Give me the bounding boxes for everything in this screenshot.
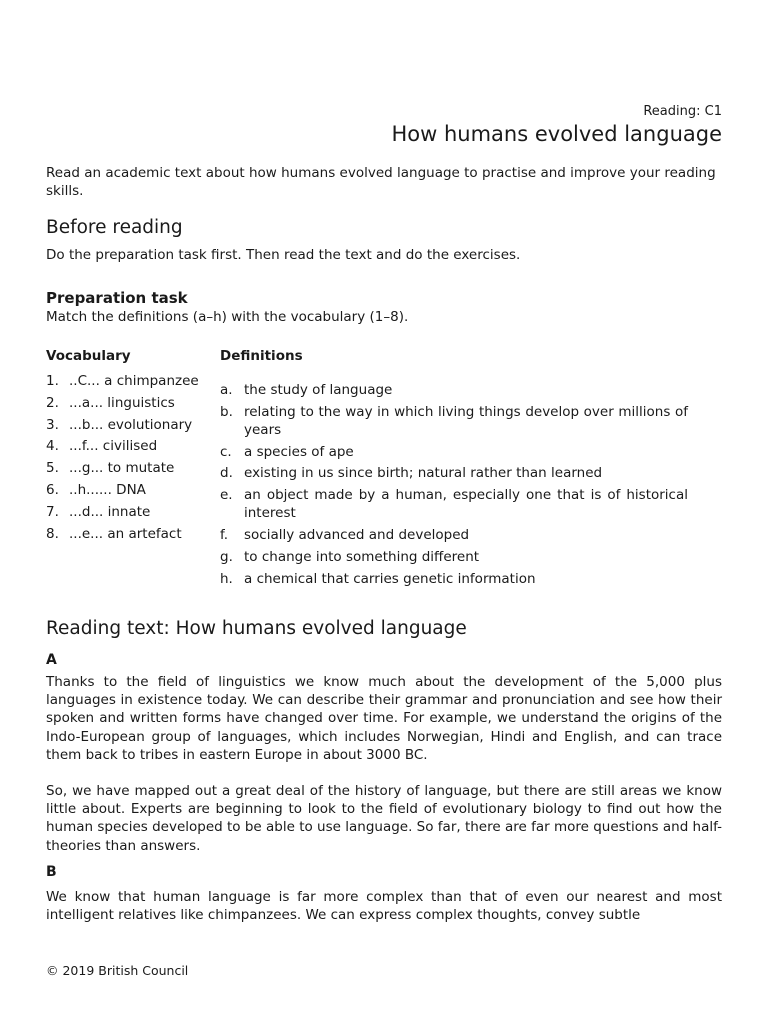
list-item	[220, 443, 688, 461]
list-item	[220, 526, 688, 544]
list-item	[220, 381, 688, 399]
item-letter: h.	[220, 570, 233, 587]
item-letter: b.	[220, 403, 233, 420]
intro-text: Read an academic text about how humans evolved language to practise and improve your reading skills.	[46, 165, 716, 199]
definition-text: existing in us since birth; natural rather than learned	[244, 465, 603, 482]
item-letter: e.	[220, 487, 233, 504]
vocab-item: ...g... to mutate	[69, 460, 175, 477]
list-item	[46, 437, 206, 455]
item-number: 7.	[46, 503, 59, 520]
definition-text: to change into something different	[244, 548, 480, 565]
item-number: 5.	[46, 460, 59, 477]
item-number: 8.	[46, 525, 59, 542]
vocab-item: ...f... civilised	[69, 438, 158, 455]
list-item	[46, 416, 206, 434]
section-a-paragraph-2: So, we have mapped out a great deal of the history of language, but there are still areas we know little about. Experts are beginning to look to the field of evolutionary biology to find out how the human species developed to be able to use language. So far, there are far more questions and half-theories than answers.	[46, 783, 723, 854]
list-item	[220, 403, 688, 439]
item-number: 4.	[46, 438, 59, 455]
list-item	[46, 481, 206, 499]
section-b-paragraph-1: We know that human language is far more complex than that of even our nearest and most intelligent relatives like chimpanzees. We can express complex thoughts, convey subtle	[46, 889, 722, 924]
list-item	[46, 394, 206, 412]
vocab-item: ...d... innate	[69, 503, 151, 520]
item-number: 1.	[46, 373, 59, 389]
list-item	[220, 548, 688, 566]
definition-text: the study of language	[244, 382, 393, 398]
vocabulary-heading: Vocabulary	[46, 348, 131, 364]
item-letter: g.	[220, 548, 233, 565]
item-number: 2.	[46, 394, 59, 411]
vocab-item: ...a... linguistics	[69, 394, 175, 411]
before-reading-heading: Before reading	[46, 217, 183, 238]
definition-text: an object made by a human, especially one that is of historical interest	[244, 487, 688, 522]
item-letter: c.	[220, 443, 232, 460]
definition-text: a chemical that carries genetic information	[244, 570, 536, 587]
item-letter: f.	[220, 526, 229, 543]
definition-text: a species of ape	[244, 443, 354, 460]
section-b-letter: B	[46, 864, 57, 880]
preparation-instruction: Match the definitions (a–h) with the vocabulary (1–8).	[46, 309, 409, 325]
item-number: 3.	[46, 416, 59, 433]
section-a-paragraph-1: Thanks to the field of linguistics we know much about the development of the 5,000 plus languages in existence today. We can describe their grammar and pronunciation and see how their spoken and written forms have changed over time. For example, we understand the origins of the Indo-European group of languages, which includes Norwegian, Hindi and English, and can trace them back to tribes in eastern Europe in about 3000 BC.	[46, 674, 722, 763]
preparation-task-heading: Preparation task	[46, 289, 188, 307]
definitions-heading: Definitions	[220, 348, 303, 364]
before-reading-instruction: Do the preparation task first. Then read the text and do the exercises.	[46, 247, 521, 263]
reading-text-heading: Reading text: How humans evolved language	[46, 618, 467, 639]
level-label: Reading: C1	[643, 104, 722, 119]
vocab-item: ..C... a chimpanzee	[69, 373, 199, 389]
section-a-letter: A	[46, 652, 57, 668]
vocab-item: ...e... an artefact	[69, 525, 182, 542]
definition-text: relating to the way in which living things develop over millions of years	[244, 403, 688, 438]
list-item	[46, 503, 206, 521]
item-letter: a.	[220, 382, 233, 398]
vocab-item: ..h...... DNA	[69, 481, 146, 498]
item-number: 6.	[46, 481, 59, 498]
page-title: How humans evolved language	[391, 122, 722, 146]
list-item	[220, 486, 688, 522]
vocabulary-list	[46, 372, 206, 546]
list-item	[220, 570, 688, 588]
list-item	[46, 525, 206, 543]
list-item	[46, 372, 206, 390]
list-item	[220, 464, 688, 482]
vocab-item: ...b... evolutionary	[69, 416, 193, 433]
definition-text: socially advanced and developed	[244, 526, 470, 543]
definitions-list	[220, 381, 688, 591]
item-letter: d.	[220, 465, 233, 482]
list-item	[46, 459, 206, 477]
copyright-footer: © 2019 British Council	[46, 963, 189, 978]
